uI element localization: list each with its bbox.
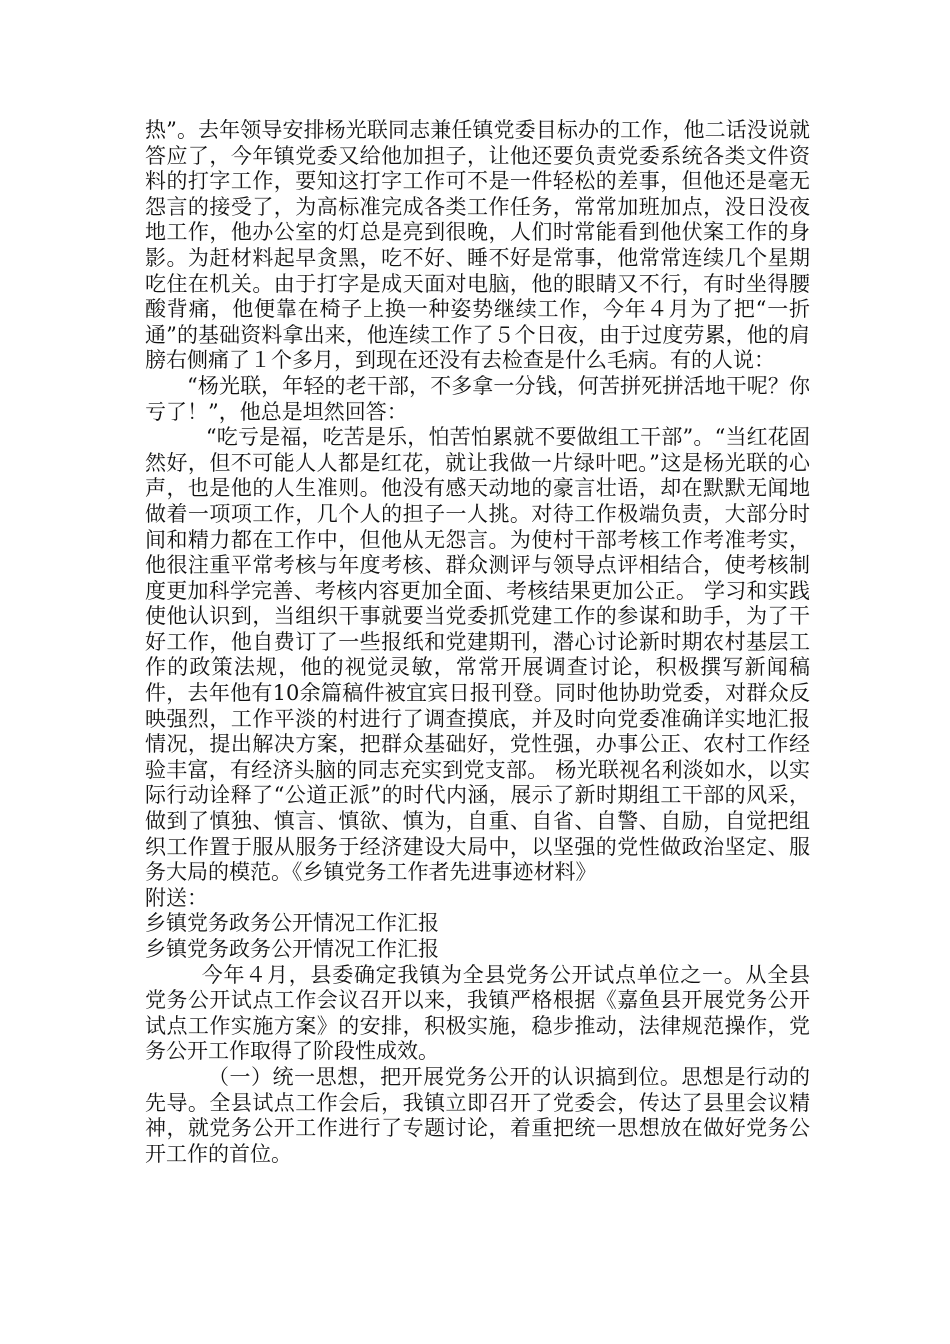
report-subtitle: 乡镇党务政务公开情况工作汇报 bbox=[145, 937, 439, 961]
attachment-label: 附送： bbox=[145, 885, 208, 910]
report-title: 乡镇党务政务公开情况工作汇报 bbox=[145, 911, 439, 936]
paragraph-question: “杨光联，年轻的老干部，不多拿一分钱，何苦拼死拼活地干呢？你亏了！”，他总是坦然回答： bbox=[145, 373, 810, 424]
paragraph-answer: “吃亏是福，吃苦是乐，怕苦怕累就不要做组工干部”。“当红花固然好，但不可能人人都是红花，就让我做一片绿叶吧。”这是杨光联的心声，也是他的人生准则。他没有感天动地的豪言壮语，却在默默无闻地做着一项项工作，几个人的担子一人挑。对待工作极端负责，大部分时间和精力都在工作中，但他从无怨言。为使村干部考核工作考准考实，他很注重平常考核与年度考核、群众测评与领导点评相结合，使考核制度更加科学完善、考核内容更加全面、考核结果更加公正。 学习和实践使他认识到，当组织干事就要当党委抓党建工作的参谋和助手，为了干好工作，他自费订了一些报纸和党建期刊，潜心讨论新时期农村基层工作的政策法规，他的视觉灵敏，常常开展调查讨论，积极撰写新闻稿件，去年他有10余篇稿件被宜宾日报刊登。同时他协助党委，对群众反映强烈，工作平淡的村进行了调查摸底，并及时向党委准确详实地汇报情况，提出解决方案，把群众基础好，党性强，办事公正、农村工作经验丰富，有经济头脑的同志充实到党支部。 杨光联视名利淡如水，以实际行动诠释了“公道正派”的时代内涵，展示了新时期组工干部的风采，做到了慎独、慎言、慎欲、慎为，自重、自省、自警、自励，自觉把组织工作置于服从服务于经济建设大局中，以坚强的党性做政治坚定、服务大局的模范。《乡镇党务工作者先进事迹材料》 bbox=[145, 425, 810, 885]
report-paragraph-intro: 今年４月，县委确定我镇为全县党务公开试点单位之一。从全县党务公开试点工作会议召开以来，我镇严格根据《嘉鱼县开展党务公开试点工作实施方案》的安排，积极实施，稳步推动，法律规范操作，党务公开工作取得了阶段性成效。 bbox=[145, 962, 810, 1064]
paragraph-dedication: 热”。去年领导安排杨光联同志兼任镇党委目标办的工作，他二话没说就答应了，今年镇党委又给他加担子，让他还要负责党委系统各类文件资料的打字工作，要知这打字工作可不是一件轻松的差事，但他还是毫无怨言的接受了，为高标准完成各类工作任务，常常加班加点，没日没夜地工作，他办公室的灯总是亮到很晚，人们时常能看到他伏案工作的身影。为赶材料起早贪黑，吃不好、睡不好是常事，他常常连续几个星期吃住在机关。由于打字是成天面对电脑，他的眼睛又不行，有时坐得腰酸背痛，他便靠在椅子上换一种姿势继续工作，今年４月为了把“一折通”的基础资料拿出来，他连续工作了５个日夜，由于过度劳累，他的肩膀右侧痛了１个多月，到现在还没有去检查是什么毛病。有的人说： bbox=[145, 118, 810, 373]
report-paragraph-section-1: （一）统一思想，把开展党务公开的认识搞到位。思想是行动的先导。全县试点工作会后，我镇立即召开了党委会，传达了县里会议精神，就党务公开工作进行了专题讨论，着重把统一思想放在做好党务公开工作的首位。 bbox=[145, 1064, 810, 1166]
document-body bbox=[145, 118, 810, 1167]
